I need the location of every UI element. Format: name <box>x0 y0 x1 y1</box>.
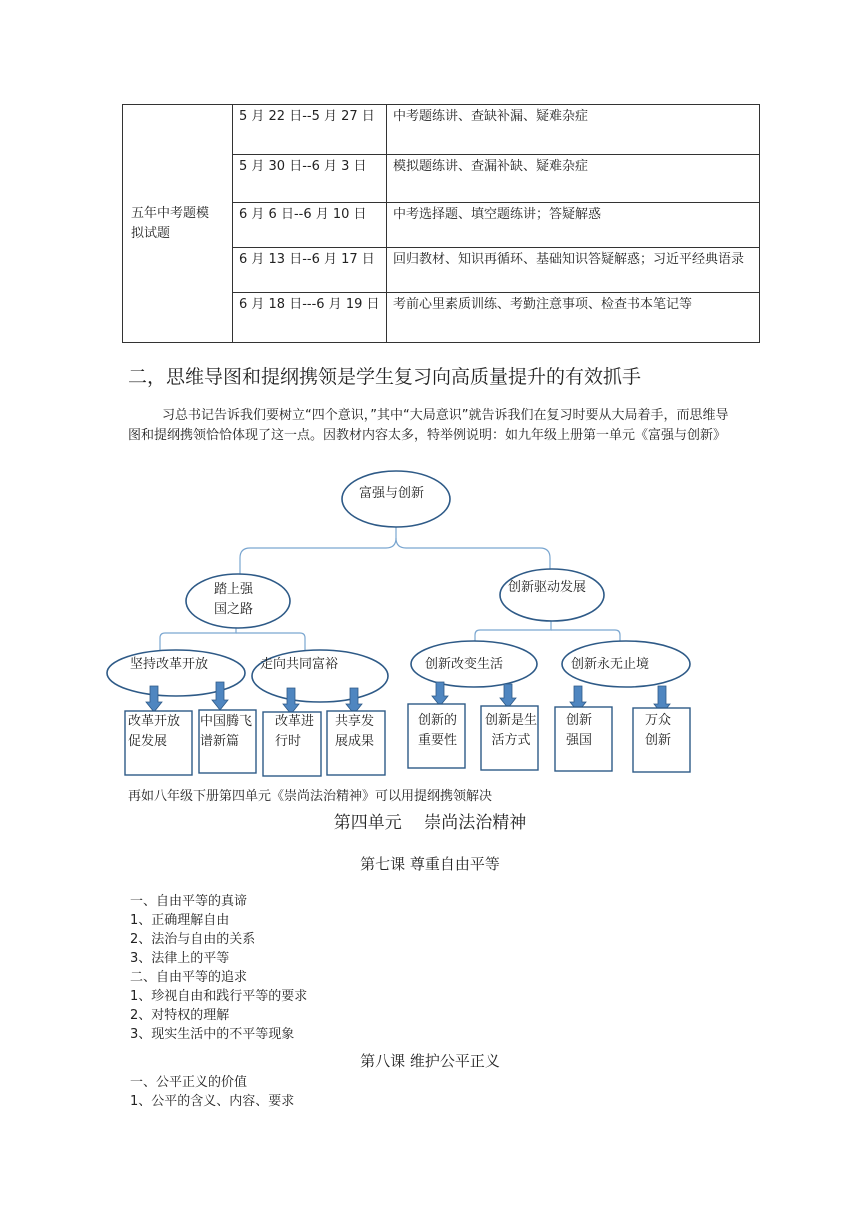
lesson7-outline <box>130 892 307 1044</box>
section-heading: 二，思维导图和提纲携领是学生复习向高质量提升的有效抓手 <box>128 366 642 388</box>
leaf-label: 共享发展成果 <box>335 714 375 749</box>
arrow-icon <box>500 684 516 708</box>
content-cell: 模拟题练讲、查漏补缺、疑难杂症 <box>387 155 760 203</box>
outline-item: 一、公平正义的价值 <box>130 1075 248 1090</box>
sub-label: 走向共同富裕 <box>260 657 339 672</box>
root-label: 富强与创新 <box>359 486 425 501</box>
outline-item: 3、现实生活中的不平等现象 <box>130 1027 295 1042</box>
leaf-label: 创新强国 <box>565 713 592 748</box>
content-cell: 考前心里素质训练、考勤注意事项、检查书本笔记等 <box>387 293 760 343</box>
lesson8-outline <box>130 1073 294 1111</box>
leaf-label: 改革开放促发展 <box>128 714 181 749</box>
date-cell: 6 月 13 日--6 月 17 日 <box>233 248 387 293</box>
date-cell: 6 月 6 日--6 月 10 日 <box>233 203 387 248</box>
content-cell: 回归教材、知识再循环、基础知识答疑解惑；习近平经典语录 <box>387 248 760 293</box>
sub-label: 创新改变生活 <box>425 657 504 672</box>
connector-line <box>240 527 396 578</box>
date-cell: 6 月 18 日---6 月 19 日 <box>233 293 387 343</box>
outline-item: 二、自由平等的追求 <box>130 970 248 985</box>
branch-label-2: 创新驱动发展 <box>508 580 587 595</box>
outline-item: 1、珍视自由和践行平等的要求 <box>130 989 308 1004</box>
content-cell: 中考选择题、填空题练讲；答疑解惑 <box>387 203 760 248</box>
leaf-label: 中国腾飞谱新篇 <box>200 714 253 749</box>
outline-item: 2、法治与自由的关系 <box>130 932 256 947</box>
date-cell: 5 月 22 日--5 月 27 日 <box>233 105 387 155</box>
sub-label: 坚持改革开放 <box>130 657 209 672</box>
outline-item: 1、公平的含义、内容、要求 <box>130 1094 295 1109</box>
sub-label: 创新永无止境 <box>571 657 650 672</box>
connector-line <box>160 627 236 652</box>
arrow-icon <box>432 682 448 706</box>
branch-label-1: 踏上强国之路 <box>214 582 254 617</box>
leaf-label: 创新的重要性 <box>418 713 458 748</box>
outline-item: 2、对特权的理解 <box>130 1008 230 1023</box>
outline-item: 3、法律上的平等 <box>130 951 230 966</box>
lesson-title: 第八课 维护公平正义 <box>360 1052 500 1070</box>
content-cell: 中考题练讲、查缺补漏、疑难杂症 <box>387 105 760 155</box>
leaf-label: 万众创新 <box>644 713 671 748</box>
outline-item: 1、正确理解自由 <box>130 913 230 928</box>
unit-title: 第四单元 崇尚法治精神 <box>333 813 527 833</box>
intro-paragraph: 习总书记告诉我们要树立“四个意识，”其中“大局意识”就告诉我们在复习时要从大局着手，而思维导图和提纲携领恰恰体现了这一点。因教材内容太多，特举例说明：如九年级上册第一单元《富强与创新》 <box>128 408 729 443</box>
outline-item: 一、自由平等的真谛 <box>130 894 248 909</box>
connector-line <box>236 633 305 652</box>
category-cell: 五年中考题模拟试题 <box>123 105 233 343</box>
leaf-label: 改革进行时 <box>275 714 315 749</box>
leaf-label: 创新是生活方式 <box>484 713 537 748</box>
lesson-title: 第七课 尊重自由平等 <box>360 855 500 873</box>
date-cell: 5 月 30 日--6 月 3 日 <box>233 155 387 203</box>
outline-intro: 再如八年级下册第四单元《崇尚法治精神》可以用提纲携领解决 <box>128 789 493 804</box>
